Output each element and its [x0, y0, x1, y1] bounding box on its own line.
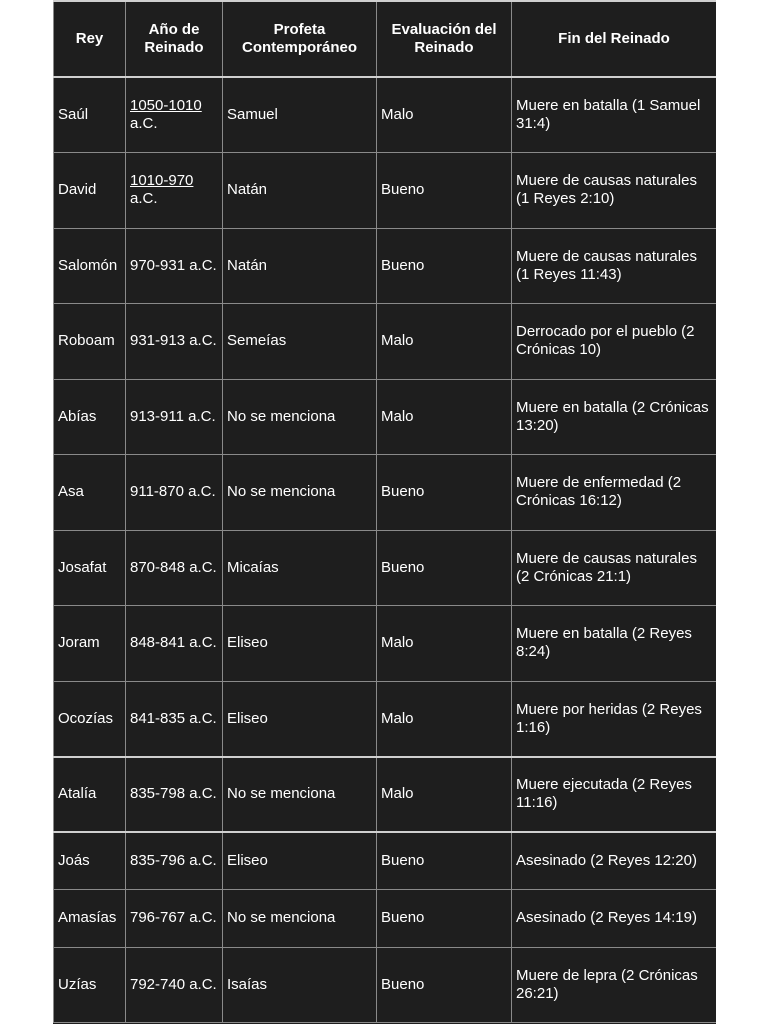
table-row — [54, 757, 717, 833]
cell-rey: Joás — [54, 832, 126, 890]
cell-eval: Malo — [377, 606, 512, 682]
cell-eval: Malo — [377, 304, 512, 380]
cell-eval: Bueno — [377, 455, 512, 531]
table-row — [54, 530, 717, 606]
cell-fin: Derrocado por el pueblo (2 Crónicas 10) — [512, 304, 717, 380]
cell-eval: Malo — [377, 379, 512, 455]
cell-year: 792-740 a.C. — [126, 947, 223, 1023]
table-row — [54, 890, 717, 948]
table-row — [54, 228, 717, 304]
cell-fin: Muere de enfermedad (2 Crónicas 16:12) — [512, 455, 717, 531]
cell-rey: Ocozías — [54, 681, 126, 757]
cell-fin: Muere de causas naturales (1 Reyes 2:10) — [512, 153, 717, 229]
cell-fin: Muere de causas naturales (2 Crónicas 21:1) — [512, 530, 717, 606]
cell-profeta: Natán — [223, 228, 377, 304]
cell-eval: Bueno — [377, 228, 512, 304]
cell-year: 870-848 a.C. — [126, 530, 223, 606]
cell-eval: Bueno — [377, 947, 512, 1023]
cell-fin: Asesinado (2 Reyes 14:19) — [512, 890, 717, 948]
cell-year — [126, 153, 223, 229]
cell-year: 835-798 a.C. — [126, 757, 223, 833]
cell-fin: Muere por heridas (2 Reyes 1:16) — [512, 681, 717, 757]
table-row — [54, 304, 717, 380]
cell-fin: Muere de lepra (2 Crónicas 26:21) — [512, 947, 717, 1023]
table-row — [54, 947, 717, 1023]
table-row — [54, 606, 717, 682]
kings-table-container — [53, 0, 716, 1024]
cell-rey: Saúl — [54, 77, 126, 153]
cell-profeta: Eliseo — [223, 606, 377, 682]
cell-profeta: No se menciona — [223, 890, 377, 948]
cell-rey: David — [54, 153, 126, 229]
header-profeta: Profeta Contemporáneo — [223, 1, 377, 77]
cell-eval: Malo — [377, 757, 512, 833]
cell-rey: Amasías — [54, 890, 126, 948]
header-ano-reinado: Año de Reinado — [126, 1, 223, 77]
cell-rey: Salomón — [54, 228, 126, 304]
cell-year: 931-913 a.C. — [126, 304, 223, 380]
cell-eval: Bueno — [377, 832, 512, 890]
cell-profeta: Isaías — [223, 947, 377, 1023]
cell-profeta: Semeías — [223, 304, 377, 380]
cell-eval: Malo — [377, 77, 512, 153]
cell-rey: Uzías — [54, 947, 126, 1023]
table-row — [54, 681, 717, 757]
cell-year: 913-911 a.C. — [126, 379, 223, 455]
table-header-row — [54, 1, 717, 77]
cell-profeta: No se menciona — [223, 379, 377, 455]
year-link[interactable]: 1010-970 — [130, 172, 194, 190]
cell-rey: Joram — [54, 606, 126, 682]
cell-profeta: Micaías — [223, 530, 377, 606]
cell-year: 841-835 a.C. — [126, 681, 223, 757]
cell-year: 796-767 a.C. — [126, 890, 223, 948]
cell-year: 835-796 a.C. — [126, 832, 223, 890]
cell-profeta: No se menciona — [223, 757, 377, 833]
table-row — [54, 153, 717, 229]
cell-eval: Bueno — [377, 530, 512, 606]
header-evaluacion: Evaluación del Reinado — [377, 1, 512, 77]
cell-year: 848-841 a.C. — [126, 606, 223, 682]
cell-eval: Bueno — [377, 153, 512, 229]
cell-profeta: Natán — [223, 153, 377, 229]
cell-year: 911-870 a.C. — [126, 455, 223, 531]
cell-fin: Muere ejecutada (2 Reyes 11:16) — [512, 757, 717, 833]
cell-year — [126, 77, 223, 153]
cell-rey: Roboam — [54, 304, 126, 380]
cell-eval: Bueno — [377, 890, 512, 948]
header-rey: Rey — [54, 1, 126, 77]
cell-fin: Muere de causas naturales (1 Reyes 11:43) — [512, 228, 717, 304]
table-row — [54, 77, 717, 153]
cell-eval: Malo — [377, 681, 512, 757]
cell-rey: Josafat — [54, 530, 126, 606]
year-suffix: a.C. — [130, 190, 158, 208]
kings-table — [53, 0, 716, 1023]
table-row — [54, 832, 717, 890]
cell-rey: Asa — [54, 455, 126, 531]
header-fin-reinado: Fin del Reinado — [512, 1, 717, 77]
year-suffix: a.C. — [130, 115, 158, 132]
cell-profeta: Eliseo — [223, 681, 377, 757]
cell-profeta: No se menciona — [223, 455, 377, 531]
cell-fin: Muere en batalla (1 Samuel 31:4) — [512, 77, 717, 153]
table-row — [54, 455, 717, 531]
cell-fin: Muere en batalla (2 Reyes 8:24) — [512, 606, 717, 682]
year-link[interactable]: 1050-1010 — [130, 97, 202, 114]
cell-rey: Abías — [54, 379, 126, 455]
cell-fin: Muere en batalla (2 Crónicas 13:20) — [512, 379, 717, 455]
table-row — [54, 379, 717, 455]
cell-year: 970-931 a.C. — [126, 228, 223, 304]
cell-fin: Asesinado (2 Reyes 12:20) — [512, 832, 717, 890]
cell-rey: Atalía — [54, 757, 126, 833]
cell-profeta: Eliseo — [223, 832, 377, 890]
cell-profeta: Samuel — [223, 77, 377, 153]
